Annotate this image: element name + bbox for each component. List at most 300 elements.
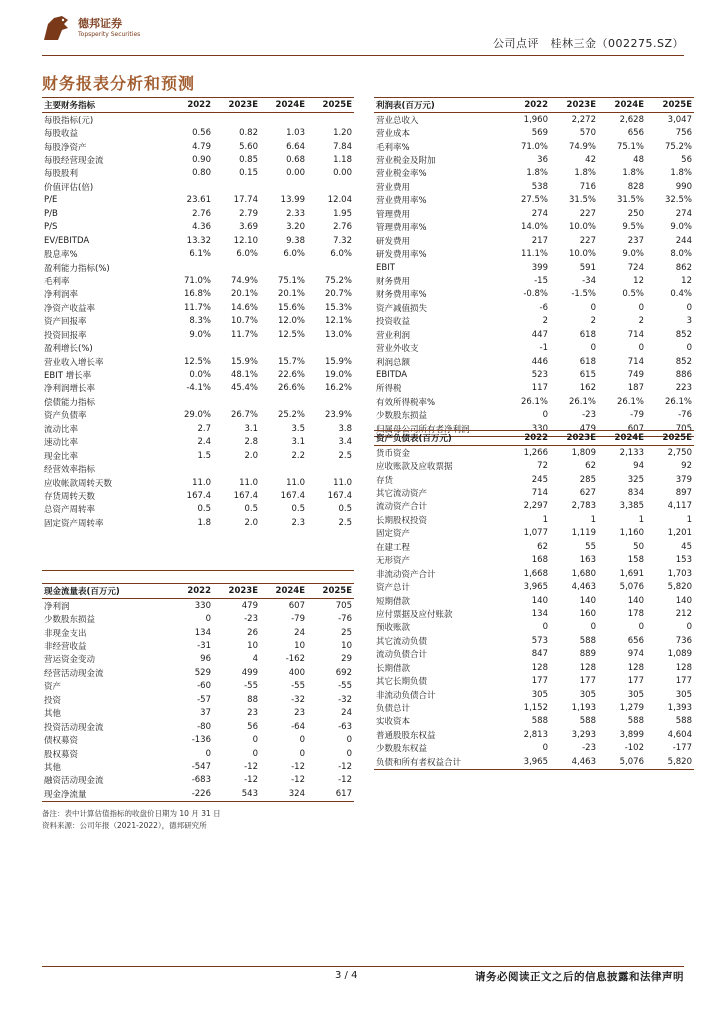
value-cell <box>166 113 213 127</box>
table-row <box>374 247 694 260</box>
row-label-cell: 营业费用 <box>376 182 411 193</box>
value-cell: -12 <box>244 761 258 772</box>
value-cell: 607 <box>598 422 646 436</box>
table-row <box>374 409 694 422</box>
value-cell: 71.0% <box>520 141 548 152</box>
value-cell: 88 <box>247 694 258 705</box>
year-header-cell: 2022 <box>502 431 550 446</box>
value-cell: 12.0% <box>277 316 305 327</box>
value-cell: 2.2 <box>291 450 305 461</box>
table-row <box>374 715 694 728</box>
row-label-cell: 净资产收益率 <box>44 303 96 314</box>
table-title-cell: 主要财务指标 <box>42 98 166 113</box>
table-title-cell: 现金流量表(百万元) <box>42 584 166 599</box>
value-cell: 852 <box>675 356 692 367</box>
value-cell: -63 <box>338 721 352 732</box>
row-label-cell: 其它流动资产 <box>376 489 428 500</box>
value-cell: 3,899 <box>619 729 644 740</box>
main-financial-indicators-table <box>42 97 354 571</box>
value-cell: 0 <box>205 614 211 625</box>
value-cell: 330 <box>194 600 211 611</box>
value-cell: 48.1% <box>230 370 258 381</box>
value-cell: 45 <box>681 541 692 552</box>
table-row <box>42 221 354 234</box>
value-cell <box>260 341 307 354</box>
table-row <box>42 180 354 193</box>
value-cell: 3.4 <box>338 437 352 448</box>
value-cell: 26.1% <box>616 396 644 407</box>
value-cell <box>260 261 307 274</box>
value-cell: -12 <box>338 775 352 786</box>
table-row <box>42 612 354 625</box>
row-label-cell <box>42 530 166 543</box>
table-row <box>42 707 354 720</box>
row-label-cell: 价值评估(倍) <box>44 182 94 193</box>
value-cell: 36 <box>537 155 548 166</box>
value-cell: 11.7% <box>230 329 258 340</box>
value-cell: 237 <box>627 235 644 246</box>
value-cell: 523 <box>531 370 548 381</box>
year-header-cell: 2025E <box>646 431 694 446</box>
row-label-cell: 投资 <box>44 695 62 706</box>
value-cell <box>213 180 260 193</box>
table-row <box>42 207 354 220</box>
value-cell: 2.0 <box>244 517 258 528</box>
table-row <box>42 436 354 449</box>
value-cell: 31.5% <box>568 195 596 206</box>
value-cell: -1.5% <box>571 289 596 300</box>
value-cell: 543 <box>213 787 260 801</box>
row-label-cell: 货币资金 <box>376 448 411 459</box>
value-cell: 607 <box>288 600 305 611</box>
value-cell: -31 <box>197 641 211 652</box>
value-cell: 1.18 <box>333 155 352 166</box>
value-cell <box>213 530 260 543</box>
value-cell: 0.00 <box>333 168 352 179</box>
value-cell: 140 <box>627 595 644 606</box>
row-label-cell: 在建工程 <box>376 542 411 553</box>
page-title: 财务报表分析和预测 <box>42 74 196 93</box>
year-header-cell: 2023E <box>550 431 598 446</box>
year-header-cell: 2024E <box>260 98 307 113</box>
row-label-cell: 每股经营现金流 <box>44 156 104 167</box>
table-row <box>42 409 354 422</box>
value-cell: -76 <box>678 410 692 421</box>
value-cell: 1,089 <box>667 649 692 660</box>
value-cell <box>166 180 213 193</box>
value-cell: 0.15 <box>239 168 258 179</box>
value-cell: 55 <box>585 541 596 552</box>
value-cell: 5,820 <box>667 582 692 593</box>
value-cell <box>307 341 354 354</box>
value-cell: 26.7% <box>230 410 258 421</box>
value-cell: 56 <box>681 155 692 166</box>
row-label-cell: 净利润率 <box>44 290 79 301</box>
value-cell: 245 <box>531 474 548 485</box>
value-cell: -12 <box>244 775 258 786</box>
header-divider <box>42 55 684 56</box>
value-cell <box>307 395 354 408</box>
value-cell: 1,703 <box>667 568 692 579</box>
value-cell: 1,279 <box>619 703 644 714</box>
row-label-cell: EBIT 增长率 <box>44 371 92 382</box>
row-label-cell: EV/EBITDA <box>44 235 90 246</box>
value-cell: 42 <box>585 155 596 166</box>
row-label-cell: 归属母公司所有者净利润 <box>374 422 502 436</box>
row-label-cell: 盈利能力指标(%) <box>44 263 110 274</box>
table-row <box>42 234 354 247</box>
value-cell: -55 <box>244 681 258 692</box>
row-label-cell: 存货 <box>376 475 394 486</box>
value-cell: 75.2% <box>324 275 352 286</box>
row-label-cell: 每股指标(元) <box>44 115 94 126</box>
table-row <box>374 688 694 701</box>
row-label-cell: 营业税金率% <box>376 169 427 180</box>
value-cell: 6.0% <box>283 249 305 260</box>
page-number: 3 / 4 <box>335 970 358 981</box>
row-label-cell: 实收资本 <box>376 717 411 728</box>
table-row <box>42 666 354 679</box>
row-label-cell: 资产负债率 <box>44 411 87 422</box>
value-cell: 3 <box>686 316 692 327</box>
value-cell: 140 <box>579 595 596 606</box>
value-cell: 212 <box>675 608 692 619</box>
value-cell: 538 <box>531 181 548 192</box>
value-cell: 163 <box>579 555 596 566</box>
table-row <box>42 639 354 652</box>
value-cell: 325 <box>627 474 644 485</box>
value-cell: 92 <box>681 461 692 472</box>
value-cell: 591 <box>579 262 596 273</box>
value-cell: 0 <box>686 343 692 354</box>
value-cell: 0 <box>299 735 305 746</box>
row-label-cell: 非现金支出 <box>44 628 87 639</box>
value-cell <box>260 543 307 556</box>
value-cell: 128 <box>579 662 596 673</box>
value-cell: 177 <box>531 676 548 687</box>
value-cell: 5.60 <box>239 141 258 152</box>
year-header-cell: 2023E <box>213 584 260 599</box>
table-row <box>42 113 354 127</box>
row-label-cell: 财务费用率% <box>376 290 427 301</box>
value-cell: 177 <box>579 676 596 687</box>
row-label-cell: 研发费用率% <box>376 250 427 261</box>
value-cell: -226 <box>166 787 213 801</box>
value-cell: -32 <box>338 694 352 705</box>
value-cell: 217 <box>531 235 548 246</box>
value-cell: 12 <box>633 275 644 286</box>
value-cell: 990 <box>675 181 692 192</box>
table-row <box>42 556 354 570</box>
table-row <box>42 530 354 543</box>
row-label-cell: 现金净流量 <box>42 787 166 801</box>
report-header-title: 公司点评 桂林三金（002275.SZ） <box>492 37 684 50</box>
value-cell <box>307 530 354 543</box>
value-cell: 3,385 <box>619 501 644 512</box>
table-row <box>374 341 694 354</box>
value-cell: 26 <box>247 627 258 638</box>
value-cell: 2,813 <box>523 729 548 740</box>
value-cell <box>213 556 260 570</box>
value-cell: 22.6% <box>277 370 305 381</box>
value-cell: 627 <box>579 488 596 499</box>
value-cell: 1,201 <box>667 528 692 539</box>
value-cell: 1,691 <box>619 568 644 579</box>
value-cell: 274 <box>675 208 692 219</box>
value-cell: 2,133 <box>619 447 644 458</box>
value-cell: -162 <box>285 654 305 665</box>
row-label-cell: 无形资产 <box>376 556 411 567</box>
value-cell: 11.0 <box>333 477 352 488</box>
value-cell: 71.0% <box>183 275 211 286</box>
value-cell: 617 <box>307 787 354 801</box>
table-row <box>42 247 354 260</box>
value-cell: 8.0% <box>670 249 692 260</box>
value-cell: 2,272 <box>571 114 596 125</box>
row-label-cell: 营业费用率% <box>376 196 427 207</box>
value-cell: 2.79 <box>239 208 258 219</box>
table-row <box>374 113 694 127</box>
disclaimer-text: 请务必阅读正文之后的信息披露和法律声明 <box>475 971 684 983</box>
value-cell: 15.9% <box>230 356 258 367</box>
row-label-cell: 资产减值损失 <box>376 303 428 314</box>
value-cell: -177 <box>672 743 692 754</box>
value-cell: 13.32 <box>186 235 211 246</box>
row-label-cell: 营业税金及附加 <box>376 156 436 167</box>
table-row <box>374 194 694 207</box>
year-header-cell: 2024E <box>598 98 646 113</box>
value-cell: 4,463 <box>550 755 598 769</box>
row-label-cell: 负债和所有者权益合计 <box>374 755 502 769</box>
row-label-cell: 固定资产周转率 <box>44 518 104 529</box>
row-label-cell: 流动资产合计 <box>376 502 428 513</box>
value-cell: -12 <box>291 775 305 786</box>
row-label-cell: 速动比率 <box>44 438 79 449</box>
value-cell: 705 <box>646 422 694 436</box>
value-cell: 158 <box>627 555 644 566</box>
value-cell: 6.64 <box>286 141 305 152</box>
row-label-cell: 资产总计 <box>376 583 411 594</box>
footer-divider <box>42 966 684 967</box>
row-label-cell: 资产 <box>44 682 62 693</box>
table-row <box>374 140 694 153</box>
table-row <box>374 742 694 755</box>
value-cell: 0 <box>686 622 692 633</box>
row-label-cell: 融资活动现金流 <box>44 776 104 787</box>
row-label-cell: 所得税 <box>376 384 402 395</box>
row-label-cell: 流动负债合计 <box>376 650 428 661</box>
value-cell: 588 <box>531 716 548 727</box>
value-cell: 716 <box>579 181 596 192</box>
year-header-cell: 2024E <box>260 584 307 599</box>
row-label-cell: 存货周转天数 <box>44 491 96 502</box>
table-row <box>42 153 354 166</box>
row-label-cell: 其他 <box>44 709 62 720</box>
row-label-cell: 预收账款 <box>376 623 411 634</box>
value-cell: 12.10 <box>233 235 258 246</box>
value-cell: 223 <box>675 383 692 394</box>
value-cell: 167.4 <box>280 490 305 501</box>
table-row <box>374 755 694 769</box>
table-row <box>42 503 354 516</box>
value-cell: 588 <box>675 716 692 727</box>
value-cell: 2.8 <box>244 437 258 448</box>
value-cell: 1.8% <box>526 168 548 179</box>
value-cell: 11.0 <box>192 477 211 488</box>
value-cell: 250 <box>627 208 644 219</box>
value-cell: 7.84 <box>333 141 352 152</box>
value-cell: 117 <box>531 383 548 394</box>
value-cell: 24 <box>294 627 305 638</box>
value-cell: 828 <box>627 181 644 192</box>
value-cell: 2,628 <box>619 114 644 125</box>
value-cell: 27.5% <box>520 195 548 206</box>
value-cell: 3,965 <box>502 755 550 769</box>
value-cell: 2.7 <box>197 423 211 434</box>
table-row <box>42 774 354 787</box>
value-cell: 573 <box>531 635 548 646</box>
value-cell: 756 <box>675 128 692 139</box>
value-cell: 4,117 <box>667 501 692 512</box>
row-label-cell: 总资产周转率 <box>44 505 96 516</box>
table-row <box>42 476 354 489</box>
balance-sheet-table <box>374 430 694 770</box>
table-row <box>374 234 694 247</box>
value-cell: 13.0% <box>324 329 352 340</box>
row-label-cell: 长期借款 <box>376 663 411 674</box>
table-row <box>42 680 354 693</box>
valuation-note: 备注：表中计算估值指标的收盘价日期为 10 月 31 日 <box>42 809 221 818</box>
table-row <box>42 449 354 462</box>
value-cell: 615 <box>579 370 596 381</box>
table-row <box>374 167 694 180</box>
table-row <box>42 462 354 475</box>
value-cell: 0.00 <box>286 168 305 179</box>
table-row <box>374 728 694 741</box>
value-cell: 0 <box>638 343 644 354</box>
value-cell: 12.5% <box>277 329 305 340</box>
value-cell: 74.9% <box>568 141 596 152</box>
table-row <box>42 126 354 139</box>
table-row <box>42 382 354 395</box>
value-cell: -79 <box>630 410 644 421</box>
table-row <box>374 661 694 674</box>
value-cell: 75.1% <box>277 275 305 286</box>
value-cell: 23 <box>294 708 305 719</box>
row-label-cell: 其它流动负债 <box>376 636 428 647</box>
value-cell: 1.8 <box>197 517 211 528</box>
value-cell: 499 <box>241 667 258 678</box>
value-cell: 25.2% <box>277 410 305 421</box>
value-cell <box>166 395 213 408</box>
year-header-cell: 2025E <box>307 584 354 599</box>
value-cell: 62 <box>537 541 548 552</box>
row-label-cell: 负债总计 <box>376 704 411 715</box>
value-cell: -23 <box>244 614 258 625</box>
value-cell: 140 <box>675 595 692 606</box>
table-row <box>42 733 354 746</box>
table-row <box>42 301 354 314</box>
row-label-cell: 管理费用率% <box>376 223 427 234</box>
table-row <box>374 274 694 287</box>
value-cell: 1.8% <box>622 168 644 179</box>
value-cell <box>166 556 213 570</box>
value-cell: 16.2% <box>324 383 352 394</box>
table-row <box>374 221 694 234</box>
row-label-cell: 每股股利 <box>44 169 79 180</box>
value-cell: 0 <box>542 743 548 754</box>
value-cell <box>260 462 307 475</box>
value-cell: 714 <box>531 488 548 499</box>
value-cell: 714 <box>627 329 644 340</box>
table-row <box>374 355 694 368</box>
value-cell: 72 <box>537 461 548 472</box>
value-cell: 1.8% <box>574 168 596 179</box>
value-cell: 50 <box>633 541 644 552</box>
value-cell <box>307 556 354 570</box>
value-cell: 656 <box>627 128 644 139</box>
value-cell: -15 <box>534 275 548 286</box>
value-cell: 29 <box>341 654 352 665</box>
value-cell: 618 <box>579 329 596 340</box>
value-cell: 3,293 <box>571 729 596 740</box>
value-cell: -547 <box>191 761 211 772</box>
value-cell: 0.82 <box>239 128 258 139</box>
value-cell <box>260 180 307 193</box>
table-header-row <box>42 98 354 113</box>
value-cell: 16.8% <box>183 289 211 300</box>
value-cell: 274 <box>531 208 548 219</box>
table-header-row <box>374 431 694 446</box>
table-row <box>374 513 694 526</box>
value-cell: -80 <box>197 721 211 732</box>
value-cell: 2,750 <box>667 447 692 458</box>
value-cell: 0.0% <box>189 370 211 381</box>
value-cell: 167.4 <box>186 490 211 501</box>
row-label-cell: 每股净资产 <box>44 142 87 153</box>
value-cell: 749 <box>627 370 644 381</box>
value-cell <box>166 543 213 556</box>
value-cell: -32 <box>291 694 305 705</box>
table-row <box>374 594 694 607</box>
value-cell: 569 <box>531 128 548 139</box>
value-cell: -0.8% <box>523 289 548 300</box>
value-cell <box>166 261 213 274</box>
value-cell: 2.4 <box>197 437 211 448</box>
table-row <box>374 395 694 408</box>
row-label-cell: 经营效率指标 <box>44 465 96 476</box>
value-cell: 834 <box>627 488 644 499</box>
value-cell: 447 <box>531 329 548 340</box>
value-cell <box>260 395 307 408</box>
value-cell: 4,463 <box>571 582 596 593</box>
value-cell: -55 <box>291 681 305 692</box>
table-row <box>42 626 354 639</box>
value-cell: 0 <box>346 735 352 746</box>
value-cell: 10.0% <box>568 249 596 260</box>
row-label-cell: 盈利增长(%) <box>44 344 93 355</box>
value-cell: 20.1% <box>277 289 305 300</box>
value-cell: 9.0% <box>189 329 211 340</box>
row-label-cell: 营业成本 <box>376 129 411 140</box>
table-row <box>42 341 354 354</box>
row-label-cell: 投资收益 <box>376 317 411 328</box>
value-cell: 1 <box>638 514 644 525</box>
value-cell: -683 <box>191 775 211 786</box>
value-cell: 160 <box>579 608 596 619</box>
value-cell: 9.38 <box>286 235 305 246</box>
value-cell: 886 <box>675 370 692 381</box>
